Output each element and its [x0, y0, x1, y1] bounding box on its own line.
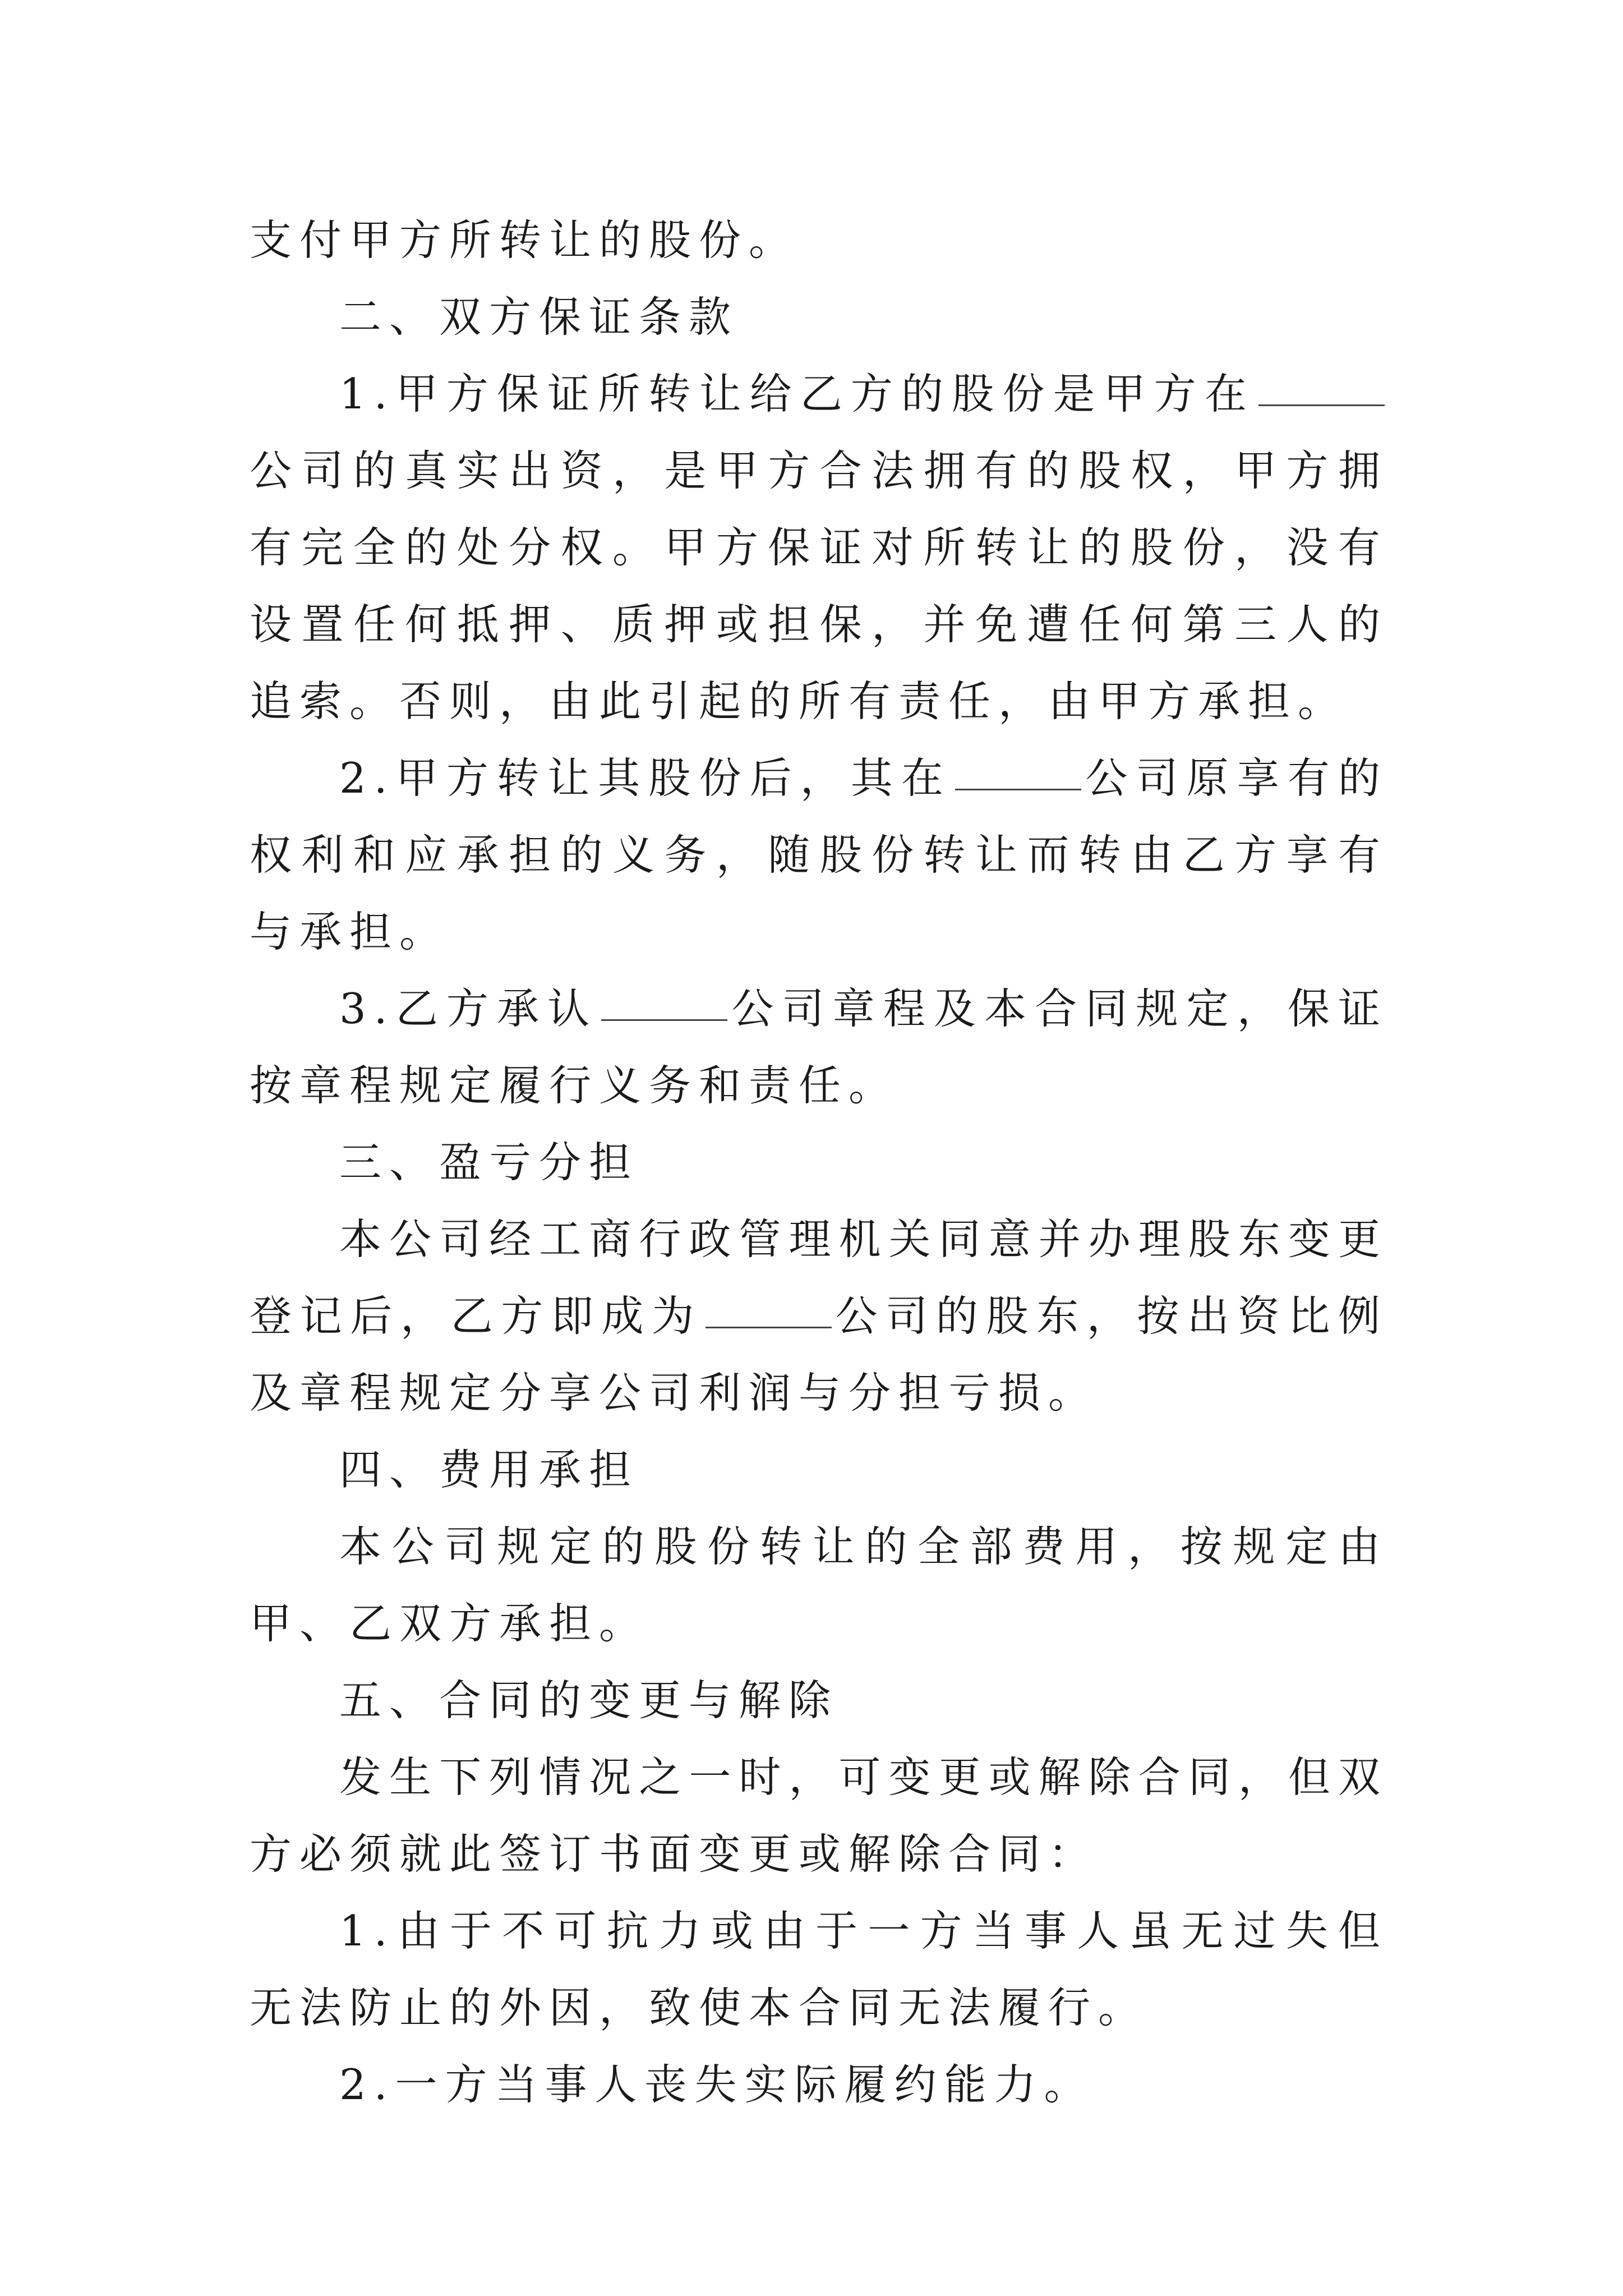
section-heading-profit-loss: [250, 1124, 1388, 1201]
paragraph-text: 发生下列情况之一时，可变更或解除合同，但双方必须就此签订书面变更或解除合同：: [250, 1752, 1388, 1879]
paragraph-text: 本公司规定的股份转让的全部费用，按规定由甲、乙双方承担。: [250, 1522, 1388, 1648]
paragraph-text-before-blank: 本公司经工商行政管理机关同意并办理股东变更登记后，乙方即成为: [250, 1214, 1388, 1341]
section-heading-amendment: [250, 1662, 1388, 1739]
company-name-blank: [601, 1019, 727, 1021]
section-heading-fees: [250, 1432, 1388, 1508]
condition-1-force-majeure: [250, 1893, 1388, 2046]
heading-text: 四、费用承担: [339, 1445, 639, 1494]
section-heading-guarantees: [250, 279, 1388, 356]
condition-text: 2.一方当事人丧失实际履约能力。: [339, 2060, 1094, 2109]
paragraph-profit-loss: [250, 1201, 1388, 1432]
document-body: [250, 202, 1388, 2123]
clause-text-after-blank: 公司章程及本合同规定，保证按章程规定履行义务和责任。: [250, 984, 1388, 1110]
heading-text: 三、盈亏分担: [339, 1138, 639, 1187]
clause-1-party-a-guarantee: [250, 356, 1388, 740]
paragraph-amendment-conditions: [250, 1739, 1388, 1893]
company-name-blank: [706, 1326, 832, 1328]
paragraph-text-after-blank: 公司的股东，按出资比例及章程规定分享公司利润与分担亏损。: [250, 1291, 1388, 1418]
clause-text-after-blank: 公司的真实出资，是甲方合法拥有的股权，甲方拥有完全的处分权。甲方保证对所转让的股份，没有设置任何抵押、质押或担保，并免遭任何第三人的追索。否则，由此引起的所有责任，由甲方承担。: [250, 446, 1388, 726]
clause-3-party-b-acknowledgement: [250, 970, 1388, 1124]
condition-text: 1.由于不可抗力或由于一方当事人虽无过失但无法防止的外因，致使本合同无法履行。: [250, 1906, 1388, 2032]
company-name-blank: [955, 788, 1081, 790]
company-name-blank: [1258, 404, 1385, 406]
clause-text-before-blank: 3.乙方承认: [339, 984, 598, 1033]
clause-2-rights-transfer: [250, 740, 1388, 970]
clause-text-after-blank: 公司原享有的权利和应承担的义务，随股份转让而转由乙方享有与承担。: [250, 753, 1388, 956]
paragraph-payment-shares: [250, 202, 1388, 279]
paragraph-fees: [250, 1508, 1388, 1662]
heading-text: 二、双方保证条款: [339, 292, 739, 342]
clause-text-before-blank: 1.甲方保证所转让给乙方的股份是甲方在: [339, 369, 1255, 418]
heading-text: 五、合同的变更与解除: [339, 1676, 839, 1725]
condition-2-incapacity: [250, 2046, 1388, 2123]
clause-text-before-blank: 2.甲方转让其股份后，其在: [339, 753, 952, 803]
paragraph-text: 支付甲方所转让的股份。: [250, 215, 799, 265]
